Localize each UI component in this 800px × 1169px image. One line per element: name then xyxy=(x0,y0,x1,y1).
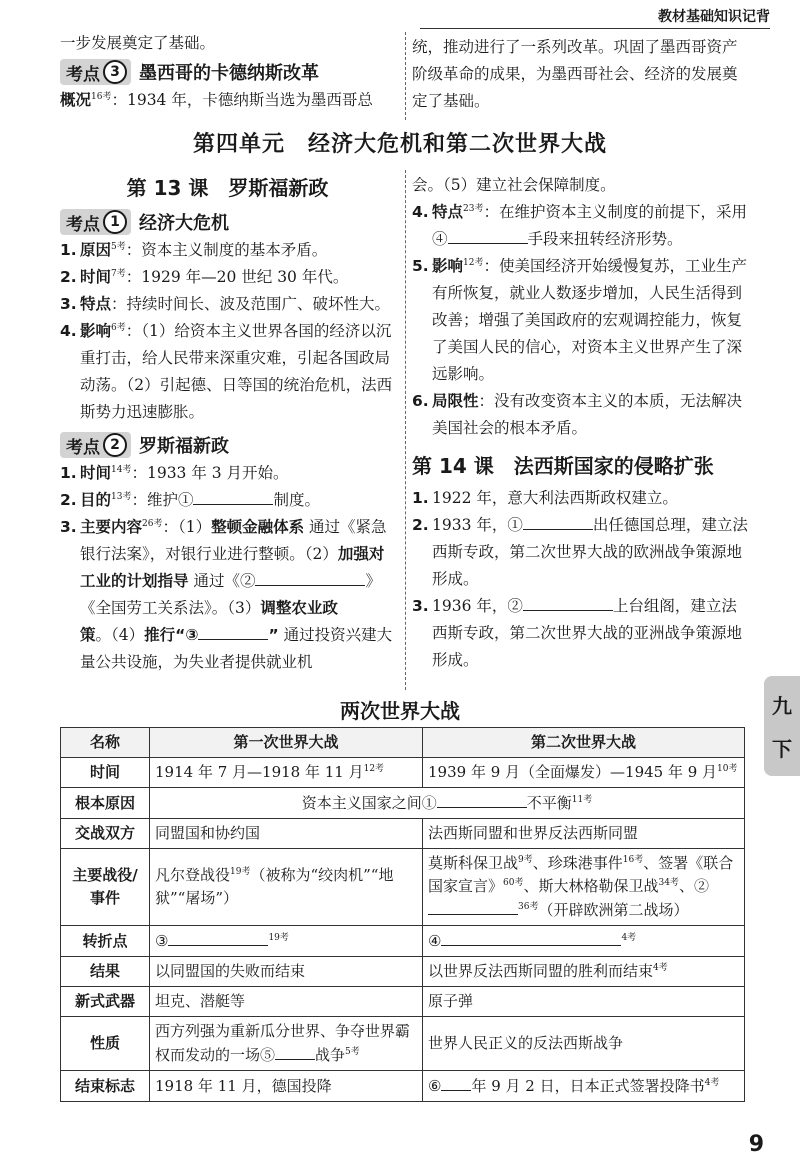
list-item: 1. 原因$^{5考}$：资本主义制度的基本矛盾。 xyxy=(60,241,328,259)
fill-blank xyxy=(428,898,518,915)
header-rule xyxy=(420,28,770,29)
lesson-14-title: 第 14 课 法西斯国家的侵略扩张 xyxy=(412,454,714,478)
table-row xyxy=(61,987,745,1017)
fill-blank xyxy=(441,1074,471,1091)
continued-text: 会。（5）建立社会保障制度。 xyxy=(412,176,616,194)
table-row xyxy=(61,1071,745,1102)
table-cell: 1939 年 9 月（全面爆发）—1945 年 9 月$^{10考}$ xyxy=(423,758,745,788)
table-header-row xyxy=(61,728,745,758)
header-cell: 名称 xyxy=(61,728,150,758)
row-label: 性质 xyxy=(61,1017,150,1071)
kaodian-3-heading xyxy=(60,57,395,87)
kaodian-1-heading xyxy=(60,207,395,237)
table-cell: 凡尔登战役$^{19考}$（被称为“绞肉机”“地狱”“屠场”） xyxy=(150,849,423,926)
top-right-block xyxy=(412,34,752,115)
table-cell: 1918 年 11 月，德国投降 xyxy=(150,1071,423,1102)
list-item: 5. 影响$^{12考}$：使美国经济开始缓慢复苏，工业生产有所恢复，就业人数逐步增加，人民生活得到改善；增强了美国政府的宏观调控能力，恢复了美国人民的信心，对资本主义世界产生了深远影响。 xyxy=(412,257,747,383)
table-row xyxy=(61,1017,745,1071)
table-cell: 以同盟国的失败而结束 xyxy=(150,957,423,987)
list-item: 3. 主要内容$^{26考}$：（1）整顿金融体系 通过《紧急银行法案》，对银行业进行整顿。（2）加强对工业的计划指导 通过《② 》《全国劳工关系法》。（3）调整农业政策。（4）推行“③ ” 通过投资兴建大量公共设施，为失业者提供就业机 xyxy=(60,518,393,671)
lesson-13-title: 第 13 课 罗斯福新政 xyxy=(126,176,329,200)
table-cell: 原子弹 xyxy=(423,987,745,1017)
fill-blank xyxy=(193,488,273,505)
kaodian-title: 墨西哥的卡德纳斯改革 xyxy=(139,63,319,84)
fill-blank xyxy=(198,623,268,640)
list-item: 2. 时间$^{7考}$：1929 年—20 世纪 30 年代。 xyxy=(60,268,349,286)
table-row xyxy=(61,849,745,926)
kaodian-badge: 考点 3 xyxy=(60,59,131,85)
row-label: 交战双方 xyxy=(61,819,150,849)
running-header: 教材基础知识记背 xyxy=(658,9,770,25)
kaodian-number: 3 xyxy=(103,60,127,84)
kaodian-title: 经济大危机 xyxy=(139,213,229,234)
table-row xyxy=(61,819,745,849)
table-cell: 1914 年 7 月—1918 年 11 月$^{12考}$ xyxy=(150,758,423,788)
column-divider-top xyxy=(405,32,406,120)
table-row xyxy=(61,758,745,788)
fill-blank xyxy=(437,791,527,808)
row-label: 主要战役/事件 xyxy=(61,849,150,926)
kaodian-number: 2 xyxy=(103,433,127,457)
gaikuang-paragraph: 概况$^{16考}$：1934 年，卡德纳斯当选为墨西哥总 xyxy=(60,91,373,109)
header-cell: 第一次世界大战 xyxy=(150,728,423,758)
kaodian-number: 1 xyxy=(103,210,127,234)
kaodian-badge: 考点 2 xyxy=(60,432,131,458)
table-cell: 莫斯科保卫战$^{9考}$、珍珠港事件$^{16考}$、签署《联合国家宣言》$^{60考}$、斯大林格勒保卫战$^{34考}$、②$^{36考}$（开辟欧洲第二战场） xyxy=(423,849,745,926)
unit-title: 第四单元 经济大危机和第二次世界大战 xyxy=(192,132,607,157)
fill-blank xyxy=(523,513,593,530)
top-right-text: 统，推动进行了一系列改革。巩固了墨西哥资产阶级革命的成果，为墨西哥社会、经济的发展奠定了基础。 xyxy=(412,38,738,110)
table-cell: 西方列强为重新瓜分世界、争夺世界霸权而发动的一场⑤ 战争$^{5考}$ xyxy=(150,1017,423,1071)
fill-blank xyxy=(523,594,613,611)
fill-blank xyxy=(168,929,268,946)
table-cell: ⑥ 年 9 月 2 日，日本正式签署投降书$^{4考}$ xyxy=(423,1071,745,1102)
list-item: 4. 特点$^{23考}$：在维护资本主义制度的前提下，采用④ 手段来扭转经济形势。 xyxy=(412,203,747,248)
list-item: 4. 影响$^{6考}$：（1）给资本主义世界各国的经济以沉重打击，给人民带来深重灾难，引起各国政局动荡。（2）引起德、日等国的统治危机，法西斯势力迅速膨胀。 xyxy=(60,322,393,421)
table-cell: 以世界反法西斯同盟的胜利而结束$^{4考}$ xyxy=(423,957,745,987)
table-cell: 同盟国和协约国 xyxy=(150,819,423,849)
row-label: 转折点 xyxy=(61,926,150,957)
column-divider-main xyxy=(405,170,406,690)
kaodian-badge: 考点 1 xyxy=(60,209,131,235)
list-item: 2. 目的$^{13考}$：维护① 制度。 xyxy=(60,487,395,514)
table-cell: 法西斯同盟和世界反法西斯同盟 xyxy=(423,819,745,849)
table-cell: 世界人民正义的反法西斯战争 xyxy=(423,1017,745,1071)
lesson-13-column xyxy=(60,172,395,676)
table-row xyxy=(61,926,745,957)
world-wars-table xyxy=(60,727,745,1102)
row-label: 根本原因 xyxy=(61,788,150,819)
row-label: 新式武器 xyxy=(61,987,150,1017)
kaodian-2-heading xyxy=(60,430,395,460)
list-item: 1. 时间$^{14考}$：1933 年 3 月开始。 xyxy=(60,464,289,482)
fill-blank xyxy=(255,569,365,586)
table-cell: 坦克、潜艇等 xyxy=(150,987,423,1017)
table-row xyxy=(61,788,745,819)
page-number: 9 xyxy=(748,1132,764,1157)
continued-text: 一步发展奠定了基础。 xyxy=(60,34,216,52)
table-row xyxy=(61,957,745,987)
fill-blank xyxy=(441,929,621,946)
fill-blank xyxy=(275,1043,315,1060)
top-left-block xyxy=(60,30,395,114)
list-item: 1. 1922 年，意大利法西斯政权建立。 xyxy=(412,489,678,507)
list-item: 3. 特点：持续时间长、波及范围广、破坏性大。 xyxy=(60,295,391,313)
list-item: 3. 1936 年，② 上台组阁，建立法西斯专政，第二次世界大战的亚洲战争策源地形成。 xyxy=(412,593,752,674)
kaodian-title: 罗斯福新政 xyxy=(139,436,229,457)
list-item: 2. 1933 年，① 出任德国总理，建立法西斯专政，第二次世界大战的欧洲战争策源地形成。 xyxy=(412,512,752,593)
list-item: 6. 局限性：没有改变资本主义的本质，无法解决美国社会的根本矛盾。 xyxy=(412,392,743,437)
table-cell: 资本主义国家之间① 不平衡$^{11考}$ xyxy=(150,788,745,819)
row-label: 结果 xyxy=(61,957,150,987)
right-column xyxy=(412,172,752,674)
table-cell: ③ $^{19考}$ xyxy=(150,926,423,957)
fill-blank xyxy=(448,227,528,244)
table-cell: ④ $^{4考}$ xyxy=(423,926,745,957)
row-label: 时间 xyxy=(61,758,150,788)
table-title: 两次世界大战 xyxy=(340,699,460,723)
grade-side-tab: 九 下 xyxy=(764,676,800,776)
header-cell: 第二次世界大战 xyxy=(423,728,745,758)
row-label: 结束标志 xyxy=(61,1071,150,1102)
